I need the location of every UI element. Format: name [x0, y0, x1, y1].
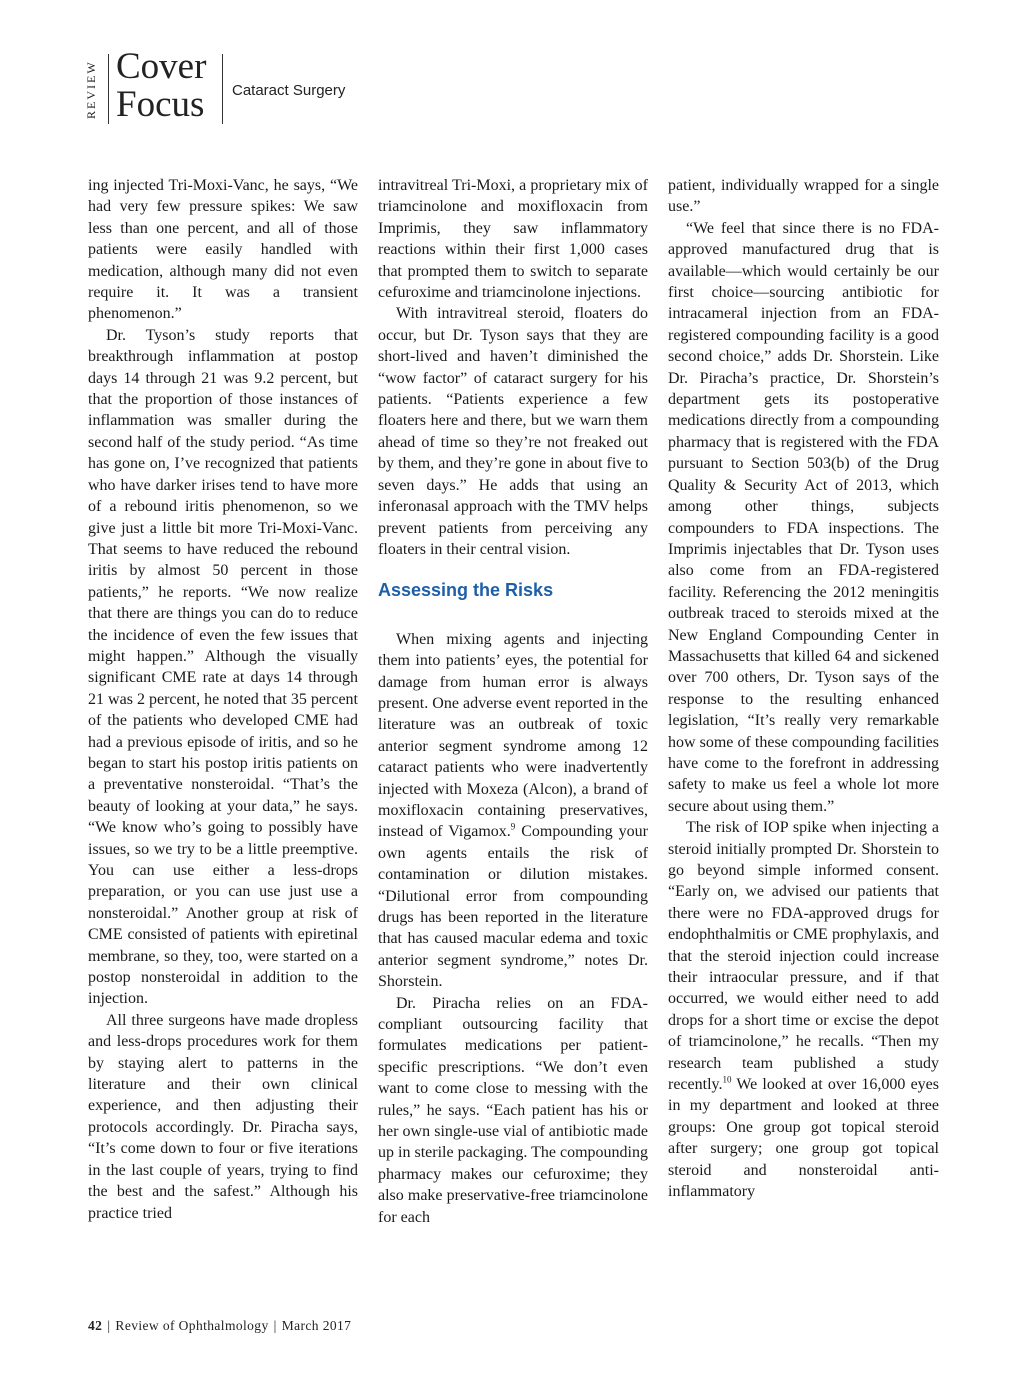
paragraph-text: Compounding your own agents entails the risk of contamination or dilution mistakes. “Dilutional error from compounding drugs has been reported in the literature that has caused macular edema and toxic anterior segment syndrome,” notes Dr. Shorstein. [378, 823, 648, 991]
paragraph: “We feel that since there is no FDA-approved manufactured drug that is available—which would certainly be our first choice—sourcing antibiotic for intracameral injection from an FDA-registered compounding facility is a good second choice,” adds Dr. Shorstein. Like Dr. Piracha’s practice, Dr. Shorstein’s department gets its postoperative medications directly from a compounding pharmacy that is registered with the FDA pursuant to Section 503(b) of the Drug Quality & Security Act of 2013, which among other things, subjects compounders to FDA inspections. The Imprimis injectables that Dr. Tyson uses also come from an FDA-registered facility. Referencing the 2012 meningitis outbreak traced to steroids mixed at the New England Compounding Center in Massachusetts that killed 64 and sickened over 700 others, Dr. Tyson says of the response to the resulting enhanced legislation, “It’s really very remarkable how some of these compounding facilities have come to the forefront in addressing safety to make us feel a whole lot more secure about using them.” [668, 219, 939, 815]
article-column-3 [668, 175, 939, 1203]
page-number: 42 [88, 1318, 103, 1333]
review-label: REVIEW [84, 60, 98, 120]
paragraph-text: The risk of IOP spike when injecting a steroid initially prompted Dr. Shorstein to go beyond simple informed consent. “Early on, we advised our patients that there were no FDA-approved drugs for endophthalmitis or CME prophylaxis, and that the steroid injection could increase their intraocular pressure, and if that occurred, we would either need to add drops for a short time or excise the depot of triamcinolone,” he recalls. “Then my research team published a study recently. [668, 819, 939, 1094]
header-divider-2 [222, 54, 223, 124]
issue-date: March 2017 [281, 1318, 352, 1333]
section-heading: Assessing the Risks [378, 580, 554, 601]
paragraph-text: We looked at over 16,000 eyes in my department and looked at three groups: One group got topical steroid after surgery; one group got topical steroid and nonsteroidal anti-inflammatory [668, 1076, 939, 1201]
paragraph: All three surgeons have made dropless and less-drops procedures work for them by staying alert to patterns in the literature and their own clinical experience, and then adjusting their protocols accordingly. Dr. Piracha says, “It’s come down to four or five iterations in the last couple of years, trying to find the best and the safest.” Although his practice tried [88, 1011, 358, 1222]
page-footer [88, 1318, 351, 1334]
paragraph: intravitreal Tri-Moxi, a proprietary mix of triamcinolone and moxifloxacin from Imprimis, they saw inflammatory reactions within their first 1,000 cases that prompted them to switch to separate cefuroxime and triamcinolone injections. [378, 177, 648, 302]
paragraph [668, 817, 939, 1202]
paragraph: With intravitreal steroid, floaters do occur, but Dr. Tyson says that they are short-lived and haven’t diminished the “wow factor” of cataract surgery for his patients. “Patients experience a few floaters here and there, but we warn them ahead of time so they’re not freaked out by them, and they’re gone in about five to seven days.” He adds that using an inferonasal approach with the TMV helps prevent patients from perceiving any floaters in their central vision. [378, 305, 648, 558]
paragraph-text: When mixing agents and injecting them into patients’ eyes, the potential for damage from human error is always present. One adverse event reported in the literature was an outbreak of toxic anterior segment syndrome among 12 cataract patients who were inadvertently injected with Moxeza (Alcon), a brand of moxifloxacin containing preservatives, instead of Vigamox. [378, 630, 648, 841]
cover-focus-title [116, 48, 206, 124]
paragraph [378, 629, 648, 993]
header-divider [108, 54, 109, 124]
paragraph: Dr. Tyson’s study reports that breakthrough inflammation at postop days 14 through 21 was 9.2 percent, but that the proportion of those instances of inflammation was smaller during the second half of the study period. “As time has gone on, I’ve recognized that patients who have darker irises tend to have more of a rebound iritis phenomenon, so we give just a little bit more Tri-Moxi-Vanc. That seems to have reduced the rebound iritis by almost 50 percent in those patients,” he reports. “We now realize that there are things you can do to reduce the incidence of even the few issues that might happen.” Although the visually significant CME rate at days 14 through 21 was 2 percent, he noted that 35 percent of the patients who developed CME had had a previous episode of iritis, and so he began to start his postop iritis patients on a preventative nonsteroidal. “That’s the beauty of looking at your data,” he says. “We know who’s going to possibly have issues, so we try to be a little preemptive. You can use either a less-drops preparation, or you can use just use a nonsteroidal.” Another group at risk of CME consisted of patients with epiretinal membrane, so they, too, were started on a postop nonsteroidal in addition to the injection. [88, 326, 358, 1008]
focus-word: Focus [116, 84, 205, 125]
footer-separator: | [273, 1318, 277, 1333]
paragraph: ing injected Tri-Moxi-Vanc, he says, “We had very few pressure spikes: We saw less than one percent, and all of those patients were easily handled with medication, although many did not even require it. It was a transient phenomenon.” [88, 177, 358, 323]
article-column-1 [88, 175, 358, 1224]
article-column-2 [378, 175, 648, 1228]
paragraph: patient, individually wrapped for a single use.” [668, 177, 939, 216]
footer-separator: | [107, 1318, 111, 1333]
cover-word: Cover [116, 46, 207, 87]
journal-name: Review of Ophthalmology [115, 1318, 269, 1333]
paragraph: Dr. Piracha relies on an FDA-compliant outsourcing facility that formulates medications per patient-specific prescriptions. “We don’t even want to come close to messing with the rules,” he says. “Each patient has his or her own single-use vial of antibiotic made up in sterile packaging. The compounding pharmacy makes our cefuroxime; they also make preservative-free triamcinolone for each [378, 994, 648, 1226]
footnote-ref: 10 [722, 1074, 732, 1085]
footnote-ref: 9 [510, 822, 516, 833]
section-title: Cataract Surgery [232, 82, 346, 99]
